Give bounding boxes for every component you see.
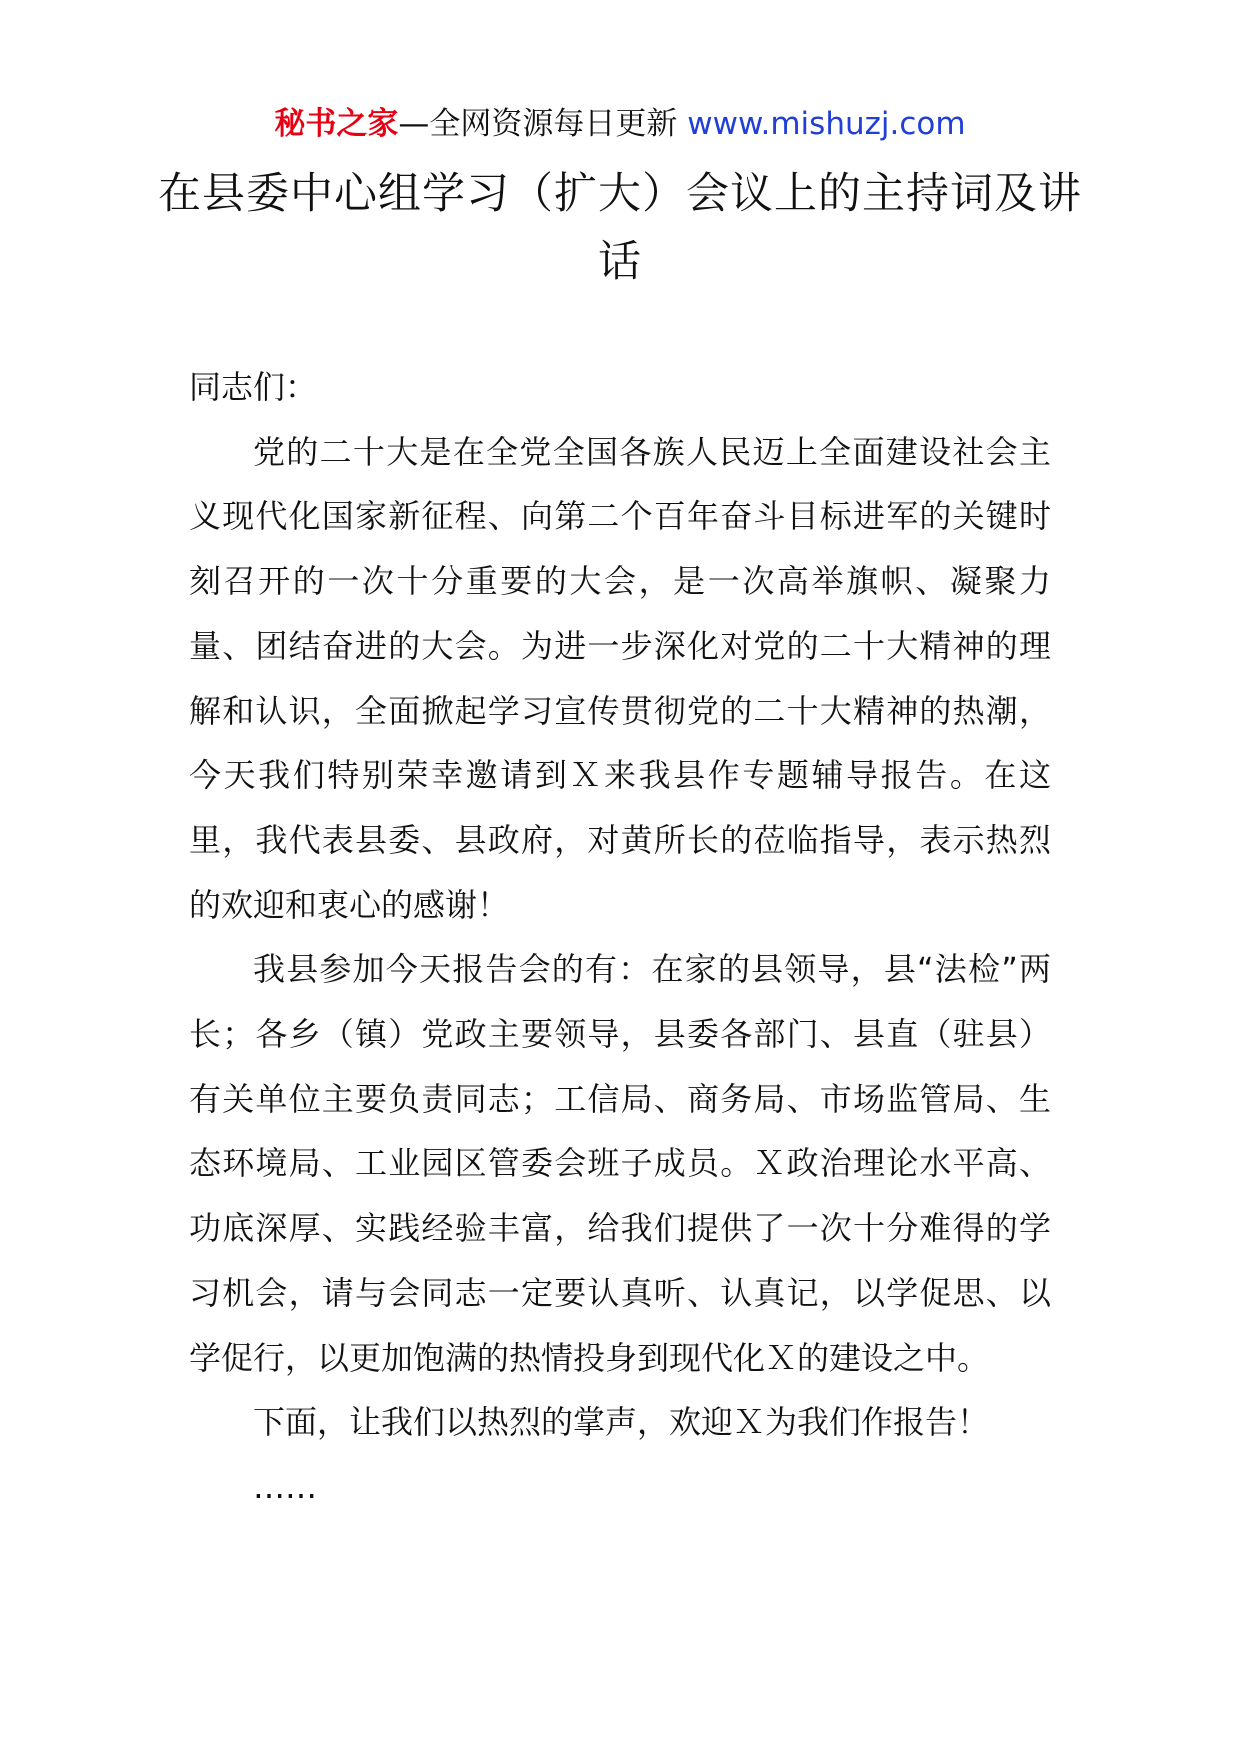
body-paragraph-1: 党的二十大是在全党全国各族人民迈上全面建设社会主义现代化国家新征程、向第二个百年奋斗目标进军的关键时刻召开的一次十分重要的大会，是一次高举旗帜、凝聚力量、团结奋进的大会。为进一步深化对党的二十大精神的理解和认识，全面掀起学习宣传贯彻党的二十大精神的热潮，今天我们特别荣幸邀请到Ｘ来我县作专题辅导报告。在这里，我代表县委、县政府，对黄所长的莅临指导，表示热烈的欢迎和衷心的感谢！ <box>189 432 1051 924</box>
body-paragraph-2: 我县参加今天报告会的有：在家的县领导，县“法检”两长；各乡（镇）党政主要领导，县委各部门、县直（驻县）有关单位主要负责同志；工信局、商务局、市场监管局、生态环境局、工业园区管委会班子成员。Ｘ政治理论水平高、功底深厚、实践经验丰富，给我们提供了一次十分难得的学习机会，请与会同志一定要认真听、认真记，以学促思、以学促行，以更加饱满的热情投身到现代化Ｘ的建设之中。 <box>189 950 1051 1377</box>
banner-url-link[interactable]: www.mishuzj.com <box>687 106 966 142</box>
body-paragraph-3: 下面，让我们以热烈的掌声，欢迎Ｘ为我们作报告！ <box>253 1403 990 1442</box>
salutation: 同志们： <box>189 368 318 406</box>
site-banner <box>0 102 1240 146</box>
document-body <box>189 355 1051 1520</box>
document-title: 在县委中心组学习（扩大）会议上的主持词及讲话 <box>158 169 1082 287</box>
banner-slogan: —全网资源每日更新 <box>398 106 688 142</box>
banner-brand: 秘书之家 <box>274 106 399 142</box>
body-ellipsis: …… <box>253 1467 317 1506</box>
